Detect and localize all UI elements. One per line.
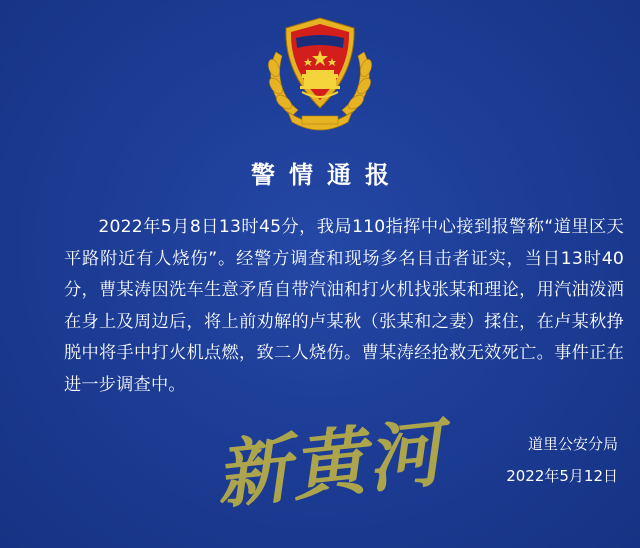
police-emblem-icon [262,12,378,132]
issuer: 道里公安分局 [527,435,618,453]
page-title: 警情通报 [251,161,403,189]
signature-block [506,428,618,492]
watermark-logo: 新黄河 [211,410,448,520]
notice-body: 2022年5月8日13时45分，我局110指挥中心接到报警称“道里区天平路附近有人烧伤”。经警方调查和现场多名目击者证实，当日13时40分，曹某涛因洗车生意矛盾自带汽油和打火机找张某和理论，用汽油泼洒在身上及周边后，将上前劝解的卢某秋（张某和之妻）揉住，在卢某秋挣脱中将手中打火机点燃，致二人烧伤。曹某涛经抢救无效死亡。事件正在进一步调查中。 [64,217,624,395]
issue-date: 2022年5月12日 [506,467,618,485]
